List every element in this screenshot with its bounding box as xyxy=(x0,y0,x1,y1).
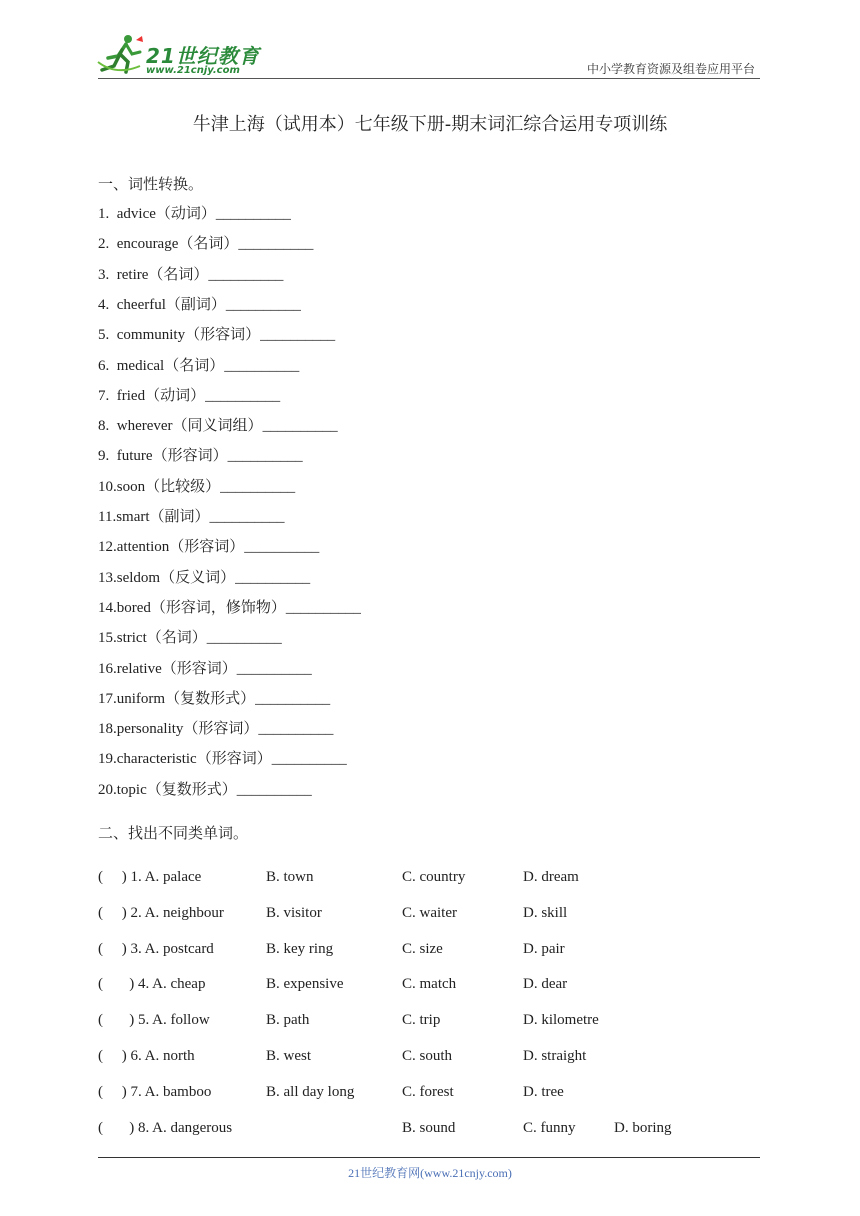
word-item xyxy=(98,535,319,557)
word-item xyxy=(98,657,312,679)
answer-blank[interactable]: __________ xyxy=(215,206,291,222)
question-stem: ( ) 8. A. dangerous xyxy=(98,1119,233,1136)
item-word: topic xyxy=(116,781,147,798)
item-hint: （名词） xyxy=(178,234,239,253)
word-item xyxy=(98,293,301,315)
choice-option[interactable]: C. forest xyxy=(402,1083,454,1100)
word-item xyxy=(98,566,310,588)
answer-blank[interactable]: __________ xyxy=(236,781,312,798)
answer-blank[interactable]: __________ xyxy=(235,569,311,586)
question-stem: ( ) 3. A. postcard xyxy=(98,940,214,957)
choice-row xyxy=(98,1009,760,1031)
question-stem: ( ) 4. A. cheap xyxy=(98,976,206,993)
item-hint: （形容词） xyxy=(169,537,245,556)
answer-blank[interactable]: __________ xyxy=(224,357,300,374)
item-hint: （副词） xyxy=(149,507,210,525)
answer-blank[interactable]: __________ xyxy=(238,236,314,253)
item-number: 12. xyxy=(98,539,117,556)
item-number: 14. xyxy=(98,599,117,616)
item-hint: （形容词） xyxy=(152,446,228,465)
item-number: 17. xyxy=(98,690,117,707)
choice-row xyxy=(98,1117,760,1139)
choice-option[interactable]: B. key ring xyxy=(266,940,334,957)
choice-row xyxy=(98,866,760,888)
item-word: attention xyxy=(116,539,170,556)
item-number: 19. xyxy=(98,751,117,768)
choice-option[interactable]: B. town xyxy=(266,869,314,885)
item-word: wherever xyxy=(116,418,173,435)
page-header xyxy=(0,0,860,80)
item-hint: （动词） xyxy=(145,385,206,404)
item-hint: （形容词，修饰物） xyxy=(150,597,286,616)
choice-row xyxy=(98,1045,760,1067)
word-item xyxy=(98,384,280,406)
platform-tagline: 中小学教育资源及组卷应用平台 xyxy=(586,62,755,76)
item-hint: （形容词） xyxy=(161,658,237,677)
item-word: smart xyxy=(116,509,150,525)
choice-option[interactable]: B. west xyxy=(266,1048,311,1064)
item-hint: （副词） xyxy=(165,294,226,313)
item-word: relative xyxy=(116,660,162,677)
choice-option[interactable]: C. country xyxy=(402,869,466,885)
item-number: 16. xyxy=(98,660,117,677)
answer-blank[interactable]: __________ xyxy=(244,539,320,556)
word-item xyxy=(98,475,295,497)
word-item xyxy=(98,747,347,769)
choice-option[interactable]: B. expensive xyxy=(266,976,344,993)
item-number: 4. xyxy=(98,296,117,313)
item-number: 3. xyxy=(98,266,117,283)
word-item xyxy=(98,354,299,376)
answer-blank[interactable]: __________ xyxy=(258,721,334,738)
answer-blank[interactable]: __________ xyxy=(262,418,338,435)
item-number: 6. xyxy=(98,357,117,374)
word-item xyxy=(98,687,330,709)
item-word: seldom xyxy=(116,569,161,586)
item-word: retire xyxy=(116,266,149,283)
choice-option[interactable]: C. south xyxy=(402,1048,453,1064)
choice-option[interactable]: D. boring xyxy=(614,1119,672,1136)
item-number: 1. xyxy=(98,206,117,222)
word-item xyxy=(98,323,335,345)
logo-title: 21世纪教育 xyxy=(146,44,260,68)
item-number: 5. xyxy=(98,327,117,344)
word-item xyxy=(98,778,312,800)
question-stem: ( ) 1. A. palace xyxy=(98,869,202,885)
question-stem: ( ) 2. A. neighbour xyxy=(98,904,224,921)
item-word: future xyxy=(116,448,153,465)
answer-blank[interactable]: __________ xyxy=(271,751,347,768)
choice-option[interactable]: C. funny xyxy=(523,1119,576,1136)
item-number: 2. xyxy=(98,236,117,253)
word-item xyxy=(98,232,313,254)
item-hint: （复数形式） xyxy=(165,688,256,707)
question-stem: ( ) 6. A. north xyxy=(98,1048,195,1064)
choice-option[interactable]: C. match xyxy=(402,976,457,993)
question-stem: ( ) 7. A. bamboo xyxy=(98,1083,212,1100)
answer-blank[interactable]: __________ xyxy=(255,690,331,707)
page-title: 牛津上海（试用本）七年级下册-期末词汇综合运用专项训练 xyxy=(192,114,668,135)
item-hint: （同义词组） xyxy=(172,416,263,435)
section-1-heading: 一、词性转换。 xyxy=(98,175,204,193)
choice-option[interactable]: D. pair xyxy=(523,940,565,957)
item-hint: （名词） xyxy=(146,628,207,647)
word-item xyxy=(98,596,361,618)
word-item xyxy=(98,717,333,739)
answer-blank[interactable]: __________ xyxy=(220,478,296,495)
item-number: 8. xyxy=(98,418,117,435)
item-number: 18. xyxy=(98,721,117,738)
item-word: community xyxy=(116,327,186,344)
item-word: soon xyxy=(116,478,146,495)
item-hint: （比较级） xyxy=(145,476,221,495)
logo-url: www.21cnjy.com xyxy=(146,65,240,76)
answer-blank[interactable]: __________ xyxy=(225,296,301,313)
item-hint: （动词） xyxy=(155,204,216,222)
item-hint: （复数形式） xyxy=(146,779,237,798)
item-hint: （反义词） xyxy=(160,567,236,586)
choice-row xyxy=(98,1081,760,1103)
answer-blank[interactable]: __________ xyxy=(206,630,282,647)
item-word: personality xyxy=(116,721,184,738)
answer-blank[interactable]: __________ xyxy=(205,387,281,404)
word-item xyxy=(98,414,338,436)
item-word: cheerful xyxy=(116,296,166,313)
choice-row xyxy=(98,938,760,960)
choice-option[interactable]: B. sound xyxy=(402,1119,456,1136)
answer-blank[interactable]: __________ xyxy=(227,448,303,465)
item-number: 13. xyxy=(98,569,117,586)
item-word: medical xyxy=(116,357,165,374)
choice-option[interactable]: D. dear xyxy=(523,976,568,993)
item-hint: （名词） xyxy=(164,355,225,374)
choice-option[interactable]: B. all day long xyxy=(266,1083,355,1100)
site-logo[interactable] xyxy=(96,32,266,78)
word-item xyxy=(98,626,282,648)
choice-row xyxy=(98,973,760,995)
item-number: 9. xyxy=(98,448,117,465)
answer-blank[interactable]: __________ xyxy=(236,660,312,677)
choice-row xyxy=(98,902,760,924)
section-2-heading: 二、找出不同类单词。 xyxy=(98,824,249,842)
item-number: 20. xyxy=(98,781,117,798)
item-hint: （形容词） xyxy=(196,749,272,768)
footer-divider xyxy=(98,1157,760,1158)
item-word: strict xyxy=(116,630,147,647)
answer-blank[interactable]: __________ xyxy=(260,327,336,344)
choice-option[interactable]: D. tree xyxy=(523,1083,564,1100)
word-item xyxy=(98,202,291,224)
word-item xyxy=(98,444,303,466)
choice-option[interactable]: B. visitor xyxy=(266,904,322,921)
choice-option[interactable]: D. straight xyxy=(523,1048,587,1064)
item-number: 7. xyxy=(98,387,117,404)
word-item xyxy=(98,263,283,285)
item-number: 11. xyxy=(98,509,117,525)
choice-option[interactable]: C. trip xyxy=(402,1012,441,1029)
item-number: 15. xyxy=(98,630,117,647)
question-stem: ( ) 5. A. follow xyxy=(98,1012,210,1029)
choice-option[interactable]: D. kilometre xyxy=(523,1012,599,1029)
item-word: characteristic xyxy=(116,751,197,768)
choice-option[interactable]: D. dream xyxy=(523,869,579,885)
item-hint: （形容词） xyxy=(185,325,261,344)
item-word: fried xyxy=(116,387,146,404)
item-word: advice xyxy=(116,206,156,222)
answer-blank[interactable]: __________ xyxy=(209,509,285,525)
header-divider xyxy=(98,78,760,79)
choice-option[interactable]: C. size xyxy=(402,940,443,957)
footer-text[interactable]: 21世纪教育网(www.21cnjy.com) xyxy=(348,1166,512,1180)
item-word: uniform xyxy=(116,690,166,707)
item-word: encourage xyxy=(116,236,179,253)
answer-blank[interactable]: __________ xyxy=(208,266,284,283)
answer-blank[interactable]: __________ xyxy=(285,599,361,616)
item-number: 10. xyxy=(98,478,117,495)
item-hint: （形容词） xyxy=(183,719,259,738)
word-item xyxy=(98,505,285,527)
choice-option[interactable]: C. waiter xyxy=(402,904,457,921)
item-hint: （名词） xyxy=(148,264,209,283)
choice-option[interactable]: B. path xyxy=(266,1012,310,1029)
choice-option[interactable]: D. skill xyxy=(523,904,568,921)
item-word: bored xyxy=(116,599,151,616)
